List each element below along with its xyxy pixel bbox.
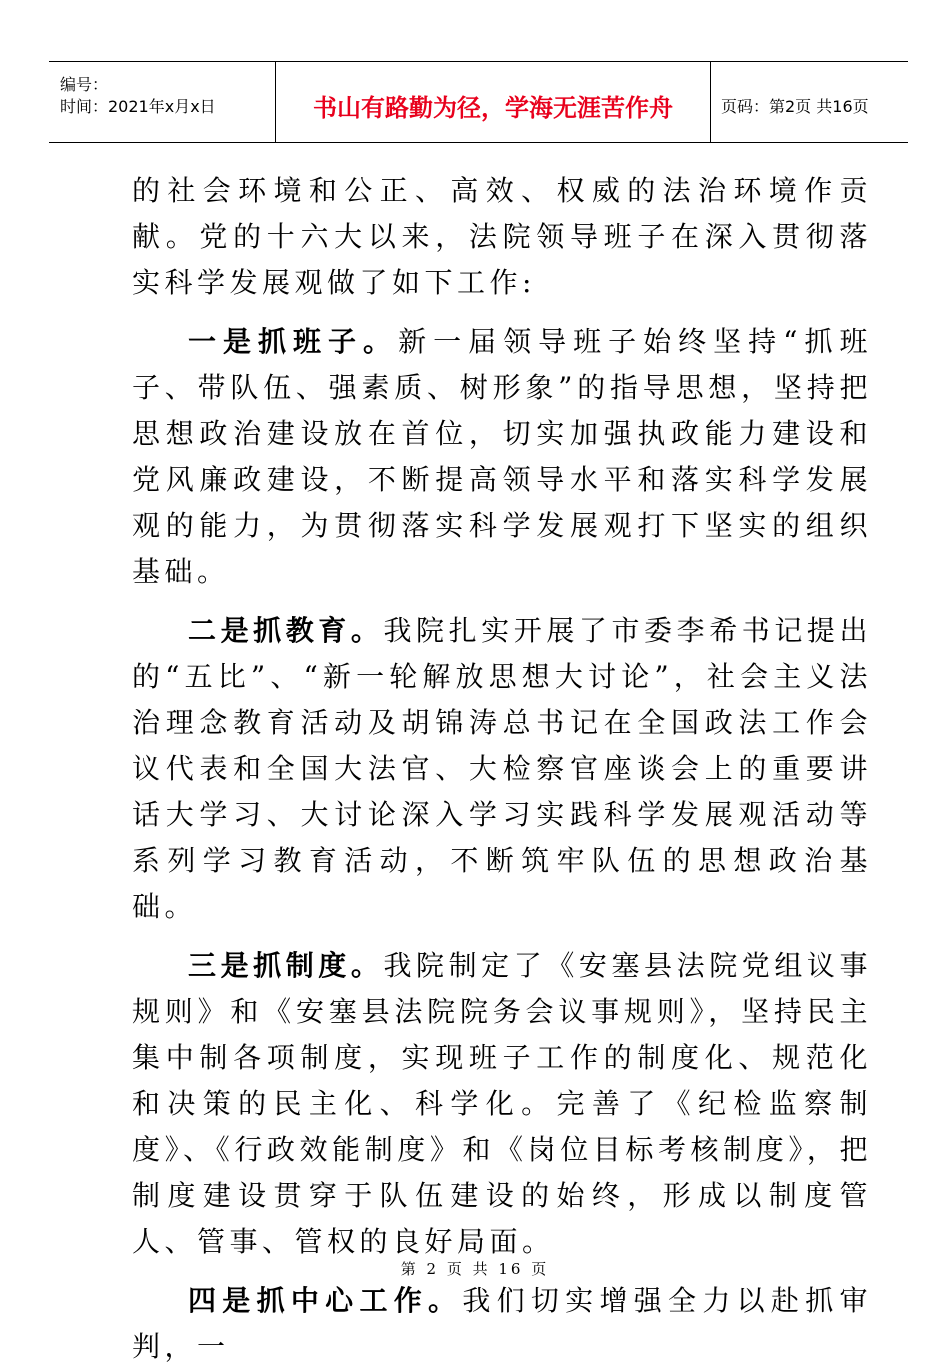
header-meta-cell [49,62,276,142]
paragraph-text: 的社会环境和公正、高效、权威的法治环境作贡献。党的十六大以来，法院领导班子在深入贯彻落实科学发展观做了如下工作: [132,174,872,299]
paragraph-core-work [132,1278,872,1370]
paragraph-leadership [132,319,872,595]
paragraph-institution [132,943,872,1265]
time-label: 时间：2021年x月x日 [60,97,216,116]
paragraph-lead: 二是抓教育。 [188,614,384,647]
number-label: 编号： [60,75,109,94]
paragraph-continuation [132,168,872,306]
document-body [132,168,872,1370]
paragraph-lead: 一是抓班子。 [188,325,399,358]
paragraph-text: 我院扎实开展了市委李希书记提出的“五比”、“新一轮解放思想大讨论”，社会主义法治理念教育活动及胡锦涛总书记在全国政法工作会议代表和全国大法官、大检察官座谈会上的重要讲话大学习、大讨论深入学习实践科学发展观活动等系列学习教育活动，不断筑牢队伍的思想政治基础。 [132,614,872,923]
page-header [49,61,908,143]
page-footer: 第 2 页 共 16 页 [400,1260,550,1278]
paragraph-lead: 三是抓制度。 [188,949,384,982]
paragraph-text: 我院制定了《安塞县法院党组议事规则》和《安塞县法院院务会议事规则》，坚持民主集中制各项制度，实现班子工作的制度化、规范化和决策的民主化、科学化。完善了《纪检监察制度》、《行政效能制度》和《岗位目标考核制度》，把制度建设贯穿于队伍建设的始终，形成以制度管人、管事、管权的良好局面。 [132,949,872,1258]
paragraph-education [132,608,872,930]
paragraph-text: 我们切实增强全力以赴抓审判，一 [132,1284,872,1363]
header-motto: 书山有路勤为径，学海无涯苦作舟 [276,62,711,142]
paragraph-text: 新一届领导班子始终坚持“抓班子、带队伍、强素质、树形象”的指导思想，坚持把思想政治建设放在首位，切实加强执政能力建设和党风廉政建设，不断提高领导水平和落实科学发展观的能力，为贯彻落实科学发展观打下坚实的组织基础。 [132,325,872,588]
header-page-label: 页码：第2页 共16页 [721,96,869,116]
paragraph-lead: 四是抓中心工作。 [188,1284,463,1317]
